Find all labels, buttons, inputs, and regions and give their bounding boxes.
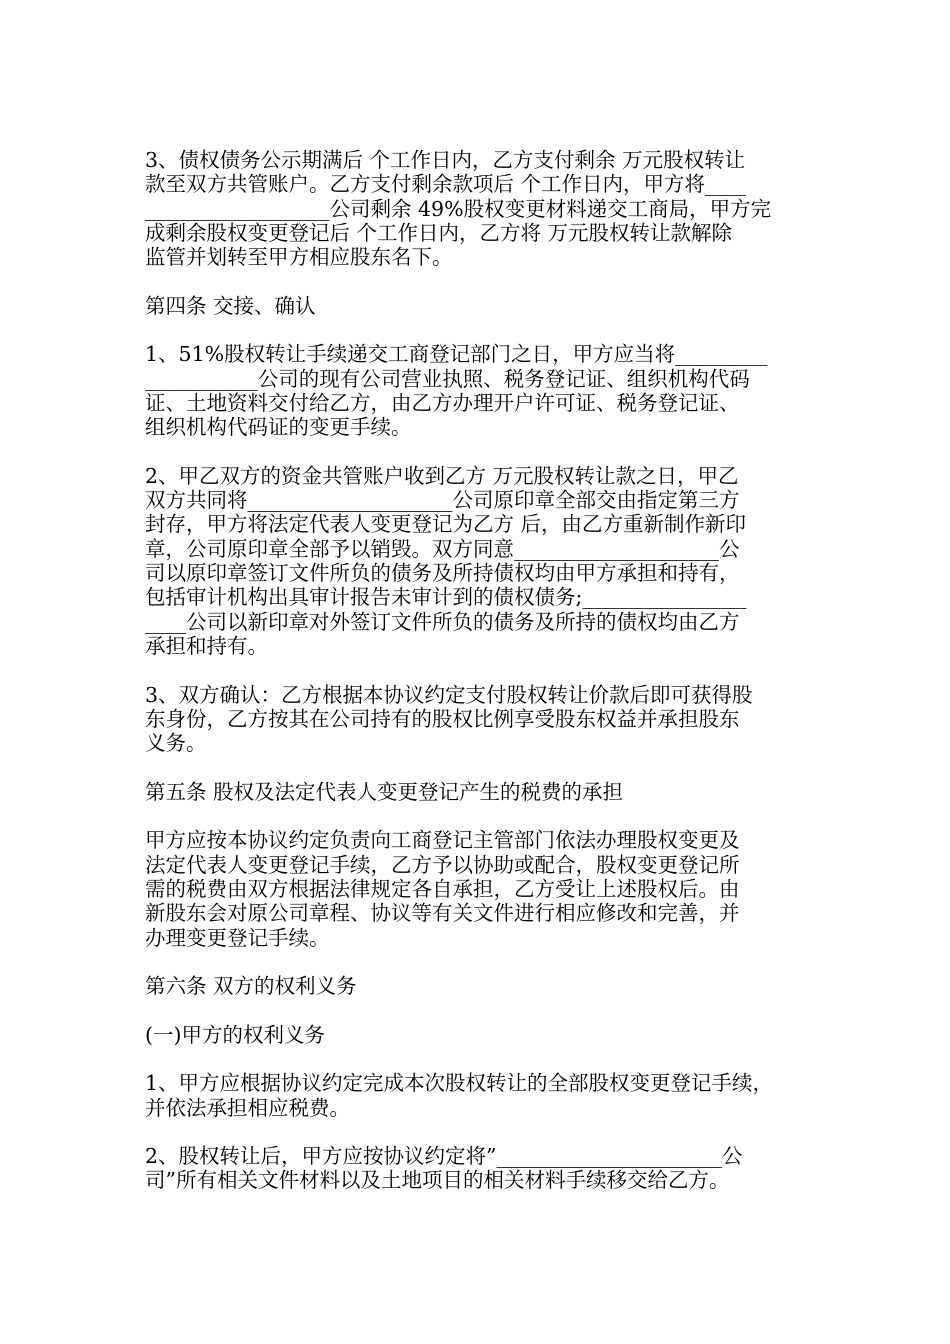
article-5-heading	[145, 780, 811, 804]
text-line: 双方共同将____________________公司原印章全部交由指定第三方	[145, 488, 740, 513]
text-line: 章，公司原印章全部予以销毁。双方同意____________________公	[145, 536, 740, 561]
article-6-subheading-party-a	[145, 1023, 811, 1047]
text-line: 东身份，乙方按其在公司持有的股权比例享受股东权益并承担股东	[145, 706, 740, 731]
text-line: 监管并划转至甲方相应股东名下。	[145, 245, 453, 270]
section-heading: 第四条 交接、确认	[145, 293, 316, 318]
text-line: 司以原印章签订文件所负的债务及所持债权均由甲方承担和持有，	[145, 561, 740, 586]
text-line: 款至双方共管账户。乙方支付剩余款项后 个工作日内，甲方将____	[145, 172, 747, 197]
text-line: 证、土地资料交付给乙方，由乙方办理开户许可证、税务登记证、	[145, 390, 740, 415]
text-line: 办理变更登记手续。	[145, 925, 330, 950]
article-4-clause-2	[145, 464, 811, 658]
text-line: 甲方应按本协议约定负责向工商登记主管部门依法办理股权变更及	[145, 828, 740, 853]
text-line: 承担和持有。	[145, 633, 268, 658]
text-line: 2、甲乙双方的资金共管账户收到乙方 万元股权转让款之日，甲乙	[145, 463, 739, 488]
text-line: 1、51%股权转让手续递交工商登记部门之日，甲方应当将_________	[145, 342, 768, 367]
text-line: ___________公司的现有公司营业执照、税务登记证、组织机构代码	[145, 366, 750, 391]
text-line: 司”所有相关文件材料以及土地项目的相关材料手续移交给乙方。	[145, 1168, 730, 1193]
text-line: 封存，甲方将法定代表人变更登记为乙方 后，由乙方重新制作新印	[145, 512, 747, 537]
text-line: 需的税费由双方根据法律规定各自承担，乙方受让上述股权后。由	[145, 876, 740, 901]
text-line: 义务。	[145, 731, 207, 756]
article-5-body	[145, 828, 811, 949]
text-line: 新股东会对原公司章程、协议等有关文件进行相应修改和完善，并	[145, 901, 740, 926]
text-line: 组织机构代码证的变更手续。	[145, 415, 412, 440]
article-4-clause-3	[145, 683, 811, 756]
text-line: 包括审计机构出具审计报告未审计到的债权债务;________________	[145, 585, 747, 610]
text-line: ____公司以新印章对外签订文件所负的债务及所持的债权均由乙方	[145, 609, 740, 634]
text-line: 并依法承担相应税费。	[145, 1095, 350, 1120]
article-6-heading	[145, 974, 811, 998]
text-line: 1、甲方应根据协议约定完成本次股权转让的全部股权变更登记手续，	[145, 1071, 774, 1096]
party-a-clause-1	[145, 1071, 811, 1120]
text-line: 3、债权债务公示期满后 个工作日内，乙方支付剩余 万元股权转让	[145, 148, 746, 172]
subsection-heading: (一)甲方的权利义务	[145, 1022, 325, 1047]
section-heading: 第六条 双方的权利义务	[145, 974, 357, 999]
text-line: 3、双方确认：乙方根据本协议约定支付股权转让价款后即可获得股	[145, 682, 753, 707]
document-body	[145, 148, 811, 1217]
article-4-clause-1	[145, 342, 811, 439]
text-line: 法定代表人变更登记手续，乙方予以协助或配合，股权变更登记所	[145, 852, 740, 877]
article-4-heading	[145, 294, 811, 318]
text-line: 成剩余股权变更登记后 个工作日内，乙方将 万元股权转让款解除	[145, 220, 733, 245]
section-heading: 第五条 股权及法定代表人变更登记产生的税费的承担	[145, 779, 624, 804]
text-line: 2、股权转让后，甲方应按协议约定将”______________________公	[145, 1144, 743, 1169]
party-a-clause-2	[145, 1144, 811, 1193]
clause-3-payment-paragraph	[145, 148, 811, 269]
text-line: __________________公司剩余 49%股权变更材料递交工商局，甲方完	[145, 196, 772, 221]
